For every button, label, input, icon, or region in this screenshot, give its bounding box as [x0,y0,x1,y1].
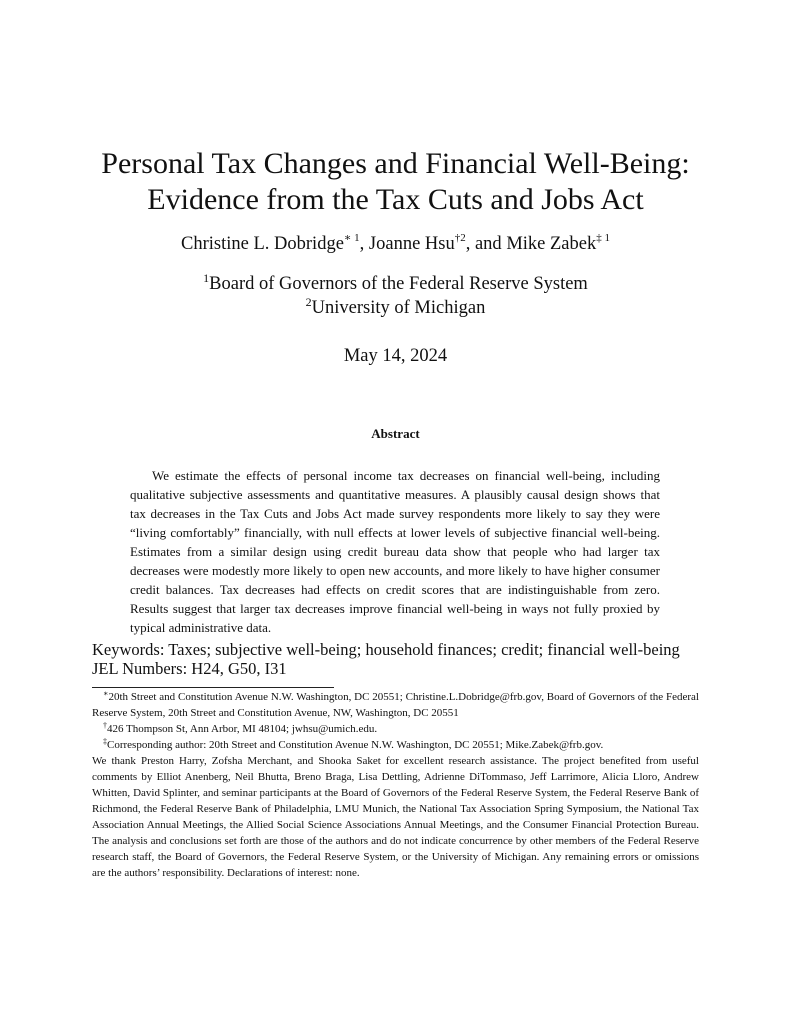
affiliation-name: University of Michigan [311,298,486,318]
jel-codes-line: JEL Numbers: H24, G50, I31 [92,659,287,678]
footnote [92,689,699,721]
affiliation [0,295,791,321]
footnote-text: 426 Thompson St, Ann Arbor, MI 48104; jwhsu@umich.edu. [107,723,378,735]
paper-date: May 14, 2024 [343,346,448,366]
author-name: Mike Zabek [506,234,597,254]
author-name: Christine L. Dobridge [181,234,344,254]
affiliation-mark: 2 [305,295,312,309]
affiliation-mark: 1 [203,271,210,285]
footnote-mark: ‡ [103,737,107,746]
affiliation-name: Board of Governors of the Federal Reserve System [209,274,588,294]
abstract-body: We estimate the effects of personal income tax decreases on financial well-being, including qualitative subjective assessments and quantitative measures. A plausibly causal design shows that tax decreases in the Tax Cuts and Jobs Act made survey respondents more likely to say they were “living comfortably” financially, with null effects at lower levels of subjective financial well-being. Estimates from a similar design using credit bureau data show that people who had larger tax decreases were modestly more likely to open new accounts, and more likely to have higher consumer credit balances. Tax decreases had effects on credit scores that are indistinguishable from zero. Results suggest that larger tax decreases improve financial well-being in ways not fully proxied by typical administrative data. [130,468,660,635]
keywords-line: Keywords: Taxes; subjective well-being; household finances; credit; financial well-being [92,640,680,659]
author-separator: , [359,234,369,254]
author-list [0,231,791,257]
acknowledgements: We thank Preston Harry, Zofsha Merchant, and Shooka Saket for excellent research assistance. The project benefited from useful comments by Elliot Anenberg, Neil Bhutta, Breno Braga, Lisa Dettling, Adrienne DiTommaso, Jeff Larrimore, Alicia Lloro, Andrew Whitten, David Splinter, and seminar participants at the Board of Governors of the Federal Reserve System, the Federal Reserve Bank of Richmond, the Federal Reserve Bank of Philadelphia, LMU Munich, the National Tax Association Spring Symposium, the National Tax Association Annual Meetings, the Allied Social Science Associations Annual Meetings, and the Consumer Financial Protection Bureau. The analysis and conclusions set forth are those of the authors and do not indicate concurrence by other members of the Federal Reserve research staff, the Board of Governors, the Federal Reserve System, or the University of Michigan. Any remaining errors or omissions are the authors’ responsibility. Declarations of interest: none. [92,755,699,879]
author-mark: †2 [454,232,466,244]
author-separator: , and [465,234,507,254]
paper-title-line-1: Personal Tax Changes and Financial Well-Being: [101,147,690,180]
author-mark: ∗ 1 [343,232,360,244]
footnote-mark: ∗ [103,689,109,698]
footnote-rule [92,687,334,688]
affiliation [0,271,791,297]
footnote [92,721,699,737]
author-name: Joanne Hsu [368,234,455,254]
abstract-heading: Abstract [371,426,420,441]
paper-title-line-2: Evidence from the Tax Cuts and Jobs Act [147,183,644,216]
footnote-mark: † [103,721,107,730]
footnotes-block [92,689,699,881]
author-mark: ‡ 1 [596,232,610,244]
footnote [92,737,699,753]
footnote-text: Corresponding author: 20th Street and Constitution Avenue N.W. Washington, DC 20551; Mike.Zabek@frb.gov. [107,739,604,751]
footnote-text: 20th Street and Constitution Avenue N.W. Washington, DC 20551; Christine.L.Dobridge@frb.gov, Board of Governors of the Federal Reserve System, 20th Street and Constitution Avenue, NW, Washington, DC 20551 [92,691,699,719]
